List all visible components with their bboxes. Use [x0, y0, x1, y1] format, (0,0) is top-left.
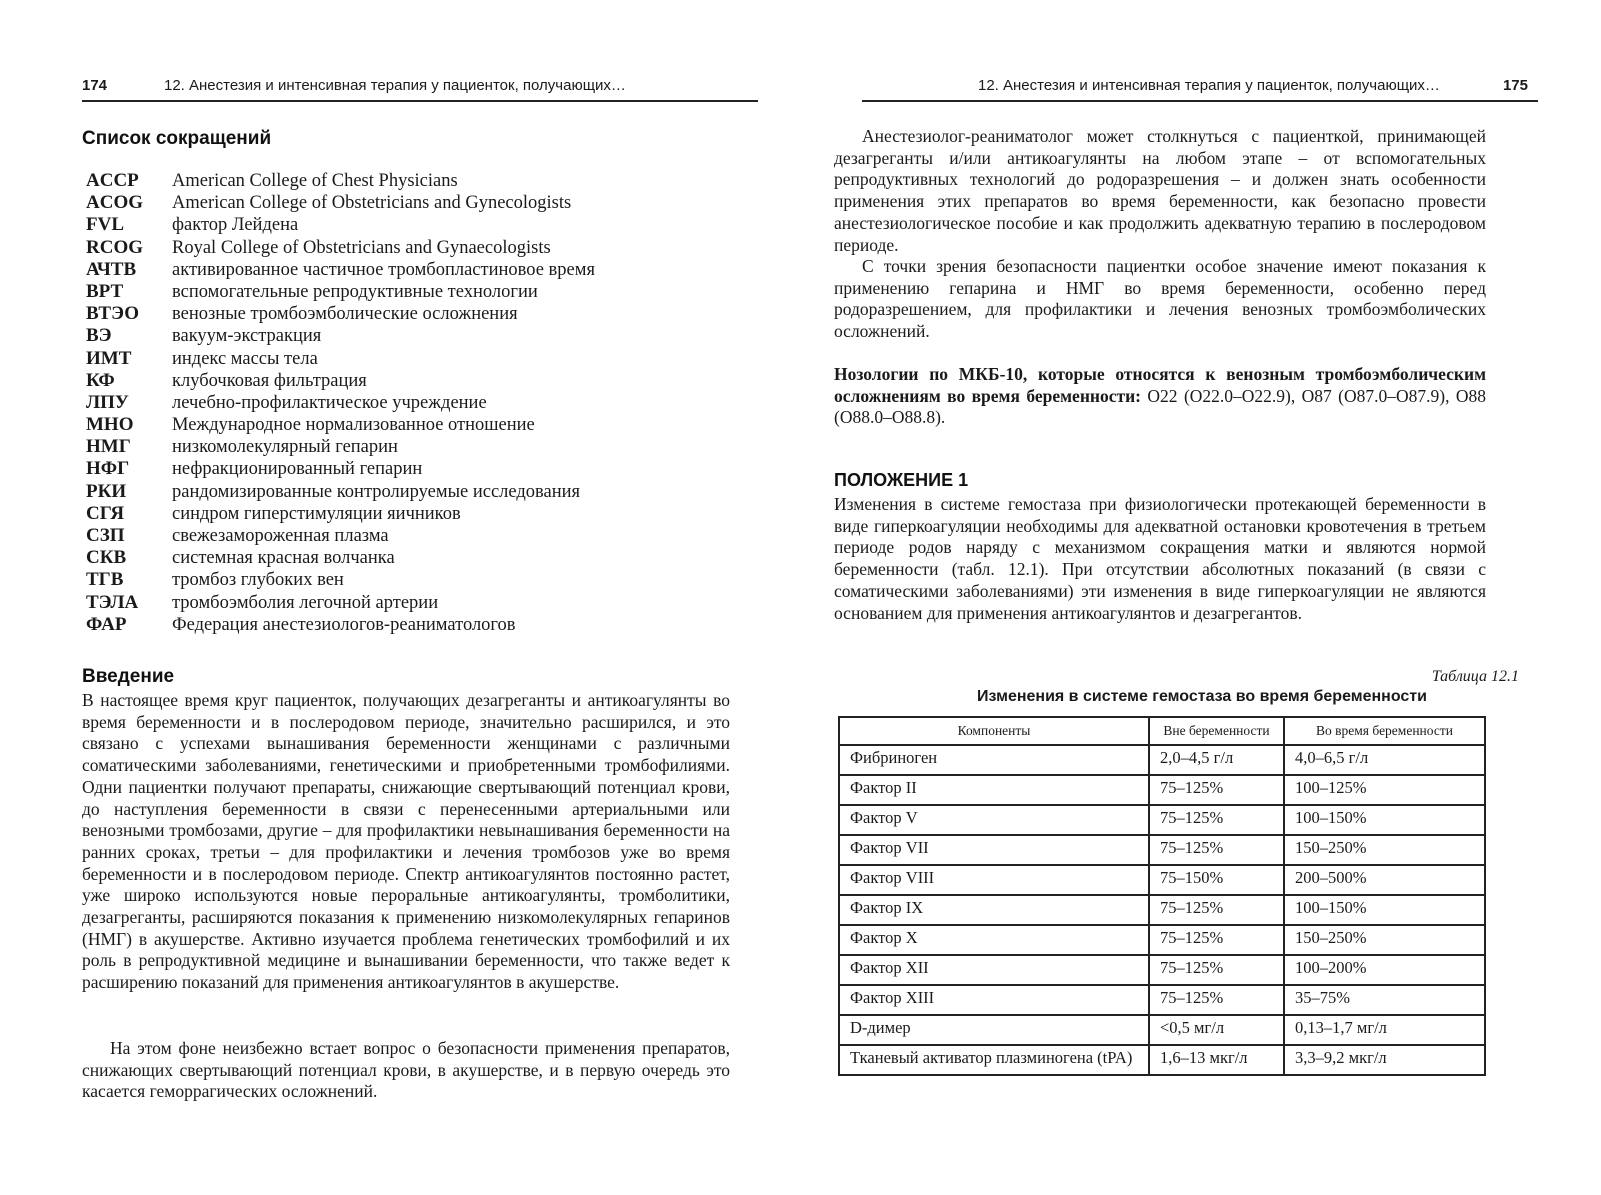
table-cell: 75–125%: [1149, 775, 1284, 805]
table-row: [839, 805, 1485, 835]
table-cell: 75–125%: [1149, 835, 1284, 865]
abbreviation-definition: American College of Chest Physicians: [172, 171, 458, 191]
abbreviation-definition: рандомизированные контролируемые исследования: [172, 481, 581, 502]
table-body: [839, 745, 1485, 1075]
table-cell: 100–150%: [1284, 895, 1485, 925]
table-cell: D-димер: [839, 1015, 1149, 1045]
abbreviation-row: [86, 348, 766, 370]
intro-paragraph-1: В настоящее время круг пациенток, получающих дезагреганты и антикоагулянты во время беременности и в послеродовом периоде, значительно расширился, и это связано с успехами вынашивания беременности женщинами с различными соматическими заболеваниями, генетическими и приобретенными тромбофилиями. Одни пациентки получают препараты, снижающие свертывающий потенциал крови, до наступления беременности в связи с перенесенными артериальными или венозными тромбозами, другие – для профилактики невынашивания беременности на ранних сроках, третьи – для профилактики и лечения тромбозов уже во время беременности и в послеродовом периоде. Спектр антикоагулянтов постоянно растет, уже широко используются новые пероральные антикоагулянты, тромболитики, дезагреганты, расширяются показания к применению низкомолекулярных гепаринов (НМГ) в акушерстве. Активно изучается проблема генетических тромбофилий и их роль в репродуктивной медицине и вынашивании беременности, что также ведет к расширению показаний для применения антикоагулянтов в акушерстве.: [82, 690, 730, 993]
nosology-codes-text: O22 (O22.0–O22.9), O87 (O87.0–O87.9), O88 (O88.0–O88.8).: [834, 385, 1487, 428]
table-cell: 75–125%: [1149, 805, 1284, 835]
table-cell: Фактор IX: [839, 895, 1149, 925]
abbreviation-definition: свежезамороженная плазма: [172, 526, 389, 546]
abbreviation-key: СКВ: [86, 547, 127, 569]
table-cell: Фактор VII: [839, 835, 1149, 865]
table-cell: 100–125%: [1284, 775, 1485, 805]
abbreviation-key: ВТЭО: [86, 303, 139, 325]
abbreviation-definition: низкомолекулярный гепарин: [172, 437, 398, 458]
table-caption: Таблица 12.1: [1431, 668, 1519, 685]
table-cell: 3,3–9,2 мкг/л: [1284, 1045, 1485, 1075]
position-paragraph: Изменения в системе гемостаза при физиологически протекающей беременности в виде гиперкоагуляции необходимы для адекватной остановки кровотечения в третьем периоде родов наряду с механизмом сокращения матки и являются нормой беременности (табл. 12.1). При отсутствии абсолютных показаний (в связи с соматическими заболеваниями) эти изменения в виде гиперкоагуляции не являются основанием для применения антикоагулянтов и дезагрегантов.: [834, 494, 1486, 623]
table-cell: 75–125%: [1149, 895, 1284, 925]
abbreviation-key: ВЭ: [86, 325, 112, 347]
running-head: [82, 74, 758, 102]
table-cell: Фактор V: [839, 805, 1149, 835]
abbreviation-row: [86, 281, 766, 303]
table-cell: 75–125%: [1149, 955, 1284, 985]
abbreviation-key: ACOG: [86, 192, 143, 214]
abbreviations-heading: Список сокращений: [82, 128, 272, 149]
table-cell: 150–250%: [1284, 835, 1485, 865]
running-head-title: 12. Анестезия и интенсивная терапия у пациенток, получающих…: [164, 77, 626, 94]
abbreviation-definition: Международное нормализованное отношение: [172, 415, 535, 436]
table-cell: Фактор VIII: [839, 865, 1149, 895]
table-header-cell: Вне беременности: [1149, 717, 1284, 745]
abbreviation-key: ТЭЛА: [86, 591, 139, 613]
abbreviation-definition: активированное частичное тромбопластиновое время: [172, 259, 595, 280]
abbreviation-definition: индекс массы тела: [172, 348, 318, 369]
abbreviation-row: [86, 436, 766, 458]
abbreviation-key: НМГ: [86, 436, 131, 458]
paragraph-2: С точки зрения безопасности пациентки особое значение имеют показания к применению гепарина и НМГ во время беременности, особенно перед родоразрешением, для профилактики и лечения венозных тромбоэмболических осложнений.: [834, 256, 1486, 342]
table-cell: Фактор II: [839, 775, 1149, 805]
table-cell: 75–125%: [1149, 925, 1284, 955]
abbreviation-row: [86, 547, 766, 569]
table-row: [839, 955, 1485, 985]
table-header-row: [839, 717, 1485, 745]
abbreviation-key: RCOG: [86, 236, 143, 258]
table-cell: 75–125%: [1149, 985, 1284, 1015]
abbreviations-list: [86, 170, 766, 636]
hemostasis-table: [838, 716, 1486, 1076]
abbreviation-row: [86, 237, 766, 259]
intro-paragraph-2: На этом фоне неизбежно встает вопрос о безопасности применения препаратов, снижающих свертывающий потенциал крови, в акушерстве, и в первую очередь это касается геморрагических осложнений.: [82, 1038, 730, 1102]
abbreviation-key: НФГ: [86, 458, 130, 480]
page-number: 175: [1502, 77, 1528, 94]
table-row: [839, 835, 1485, 865]
page-number: 174: [82, 77, 108, 94]
abbreviation-row: [86, 592, 766, 614]
table-row: [839, 775, 1485, 805]
abbreviation-row: [86, 214, 766, 236]
abbreviation-row: [86, 614, 766, 636]
table-cell: Фактор XIII: [839, 985, 1149, 1015]
running-head-title: 12. Анестезия и интенсивная терапия у пациенток, получающих…: [978, 77, 1440, 94]
table-row: [839, 865, 1485, 895]
table-row: [839, 895, 1485, 925]
table-cell: <0,5 мг/л: [1149, 1015, 1284, 1045]
table-cell: 2,0–4,5 г/л: [1149, 745, 1284, 775]
table-header-cell: Компоненты: [839, 717, 1149, 745]
abbreviation-definition: Royal College of Obstetricians and Gynaecologists: [172, 237, 551, 258]
abbreviation-key: АЧТВ: [86, 258, 137, 280]
table-title: Изменения в системе гемостаза во время беременности: [977, 688, 1427, 705]
abbreviation-key: ИМТ: [86, 347, 132, 369]
abbreviation-key: ФАР: [86, 613, 127, 635]
abbreviation-row: [86, 259, 766, 281]
abbreviation-key: ЛПУ: [86, 391, 129, 413]
table-row: [839, 745, 1485, 775]
table-cell: 100–150%: [1284, 805, 1485, 835]
abbreviation-row: [86, 525, 766, 547]
abbreviation-key: ВРТ: [86, 280, 124, 302]
right-page: [800, 0, 1601, 1195]
table-header-cell: Во время беременности: [1284, 717, 1485, 745]
nosology-bold-text: Нозологии по МКБ-10, которые относятся к венозным тромбоэмболическим осложнениям во время беременности:: [834, 364, 1486, 406]
table-cell: Фибриноген: [839, 745, 1149, 775]
abbreviation-row: [86, 392, 766, 414]
abbreviation-definition: тромбоз глубоких вен: [172, 570, 344, 591]
table-cell: Тканевый активатор плазминогена (tPA): [839, 1045, 1149, 1075]
abbreviation-key: FVL: [86, 214, 124, 236]
abbreviation-key: ACCP: [86, 170, 139, 191]
table-cell: 75–150%: [1149, 865, 1284, 895]
table-cell: 4,0–6,5 г/л: [1284, 745, 1485, 775]
abbreviation-row: [86, 458, 766, 480]
abbreviation-key: СЗП: [86, 525, 125, 546]
abbreviation-definition: вакуум-экстракция: [172, 326, 322, 347]
table-cell: Фактор XII: [839, 955, 1149, 985]
abbreviation-definition: American College of Obstetricians and Gynecologists: [172, 193, 572, 214]
abbreviation-definition: лечебно-профилактическое учреждение: [172, 392, 487, 413]
abbreviation-definition: нефракционированный гепарин: [172, 459, 423, 480]
abbreviation-row: [86, 370, 766, 392]
abbreviation-key: СГЯ: [86, 502, 125, 524]
left-page: [0, 0, 800, 1195]
position-heading: ПОЛОЖЕНИЕ 1: [834, 470, 969, 490]
table-cell: 0,13–1,7 мг/л: [1284, 1015, 1485, 1045]
table-cell: 200–500%: [1284, 865, 1485, 895]
abbreviation-definition: системная красная волчанка: [172, 548, 395, 569]
abbreviation-definition: вспомогательные репродуктивные технологии: [172, 281, 538, 302]
table-row: [839, 1015, 1485, 1045]
table-row: [839, 1045, 1485, 1075]
abbreviation-key: МНО: [86, 414, 134, 436]
table-row: [839, 925, 1485, 955]
abbreviation-definition: венозные тромбоэмболические осложнения: [172, 304, 518, 325]
abbreviation-row: [86, 414, 766, 436]
abbreviation-row: [86, 569, 766, 591]
abbreviation-definition: фактор Лейдена: [172, 215, 299, 236]
abbreviation-key: РКИ: [86, 480, 127, 502]
table-cell: 35–75%: [1284, 985, 1485, 1015]
abbreviation-key: КФ: [86, 369, 115, 391]
abbreviation-definition: Федерация анестезиологов-реаниматологов: [172, 614, 516, 635]
table-cell: 150–250%: [1284, 925, 1485, 955]
abbreviation-definition: клубочковая фильтрация: [172, 370, 367, 391]
abbreviation-row: [86, 481, 766, 503]
abbreviation-row: [86, 503, 766, 525]
table-cell: 100–200%: [1284, 955, 1485, 985]
table-row: [839, 985, 1485, 1015]
table-cell: Фактор X: [839, 925, 1149, 955]
paragraph-1: Анестезиолог-реаниматолог может столкнуться с пациенткой, принимающей дезагреганты и/или антикоагулянты на любом этапе – от вспомогательных репродуктивных технологий до родоразрешения – и должен знать особенности применения этих препаратов во время беременности, как безопасно провести анестезиологическое пособие и как продолжить адекватную терапию в послеродовом периоде.: [834, 126, 1486, 255]
abbreviation-row: [86, 170, 766, 192]
abbreviation-definition: тромбоэмболия легочной артерии: [172, 592, 439, 613]
table-cell: 1,6–13 мкг/л: [1149, 1045, 1284, 1075]
abbreviation-row: [86, 325, 766, 347]
nosology-paragraph: [834, 364, 1486, 429]
running-head: [862, 74, 1538, 102]
abbreviation-row: [86, 192, 766, 214]
abbreviation-row: [86, 303, 766, 325]
abbreviation-definition: синдром гиперстимуляции яичников: [172, 503, 461, 524]
abbreviation-key: ТГВ: [86, 569, 124, 591]
intro-heading: Введение: [82, 666, 175, 687]
